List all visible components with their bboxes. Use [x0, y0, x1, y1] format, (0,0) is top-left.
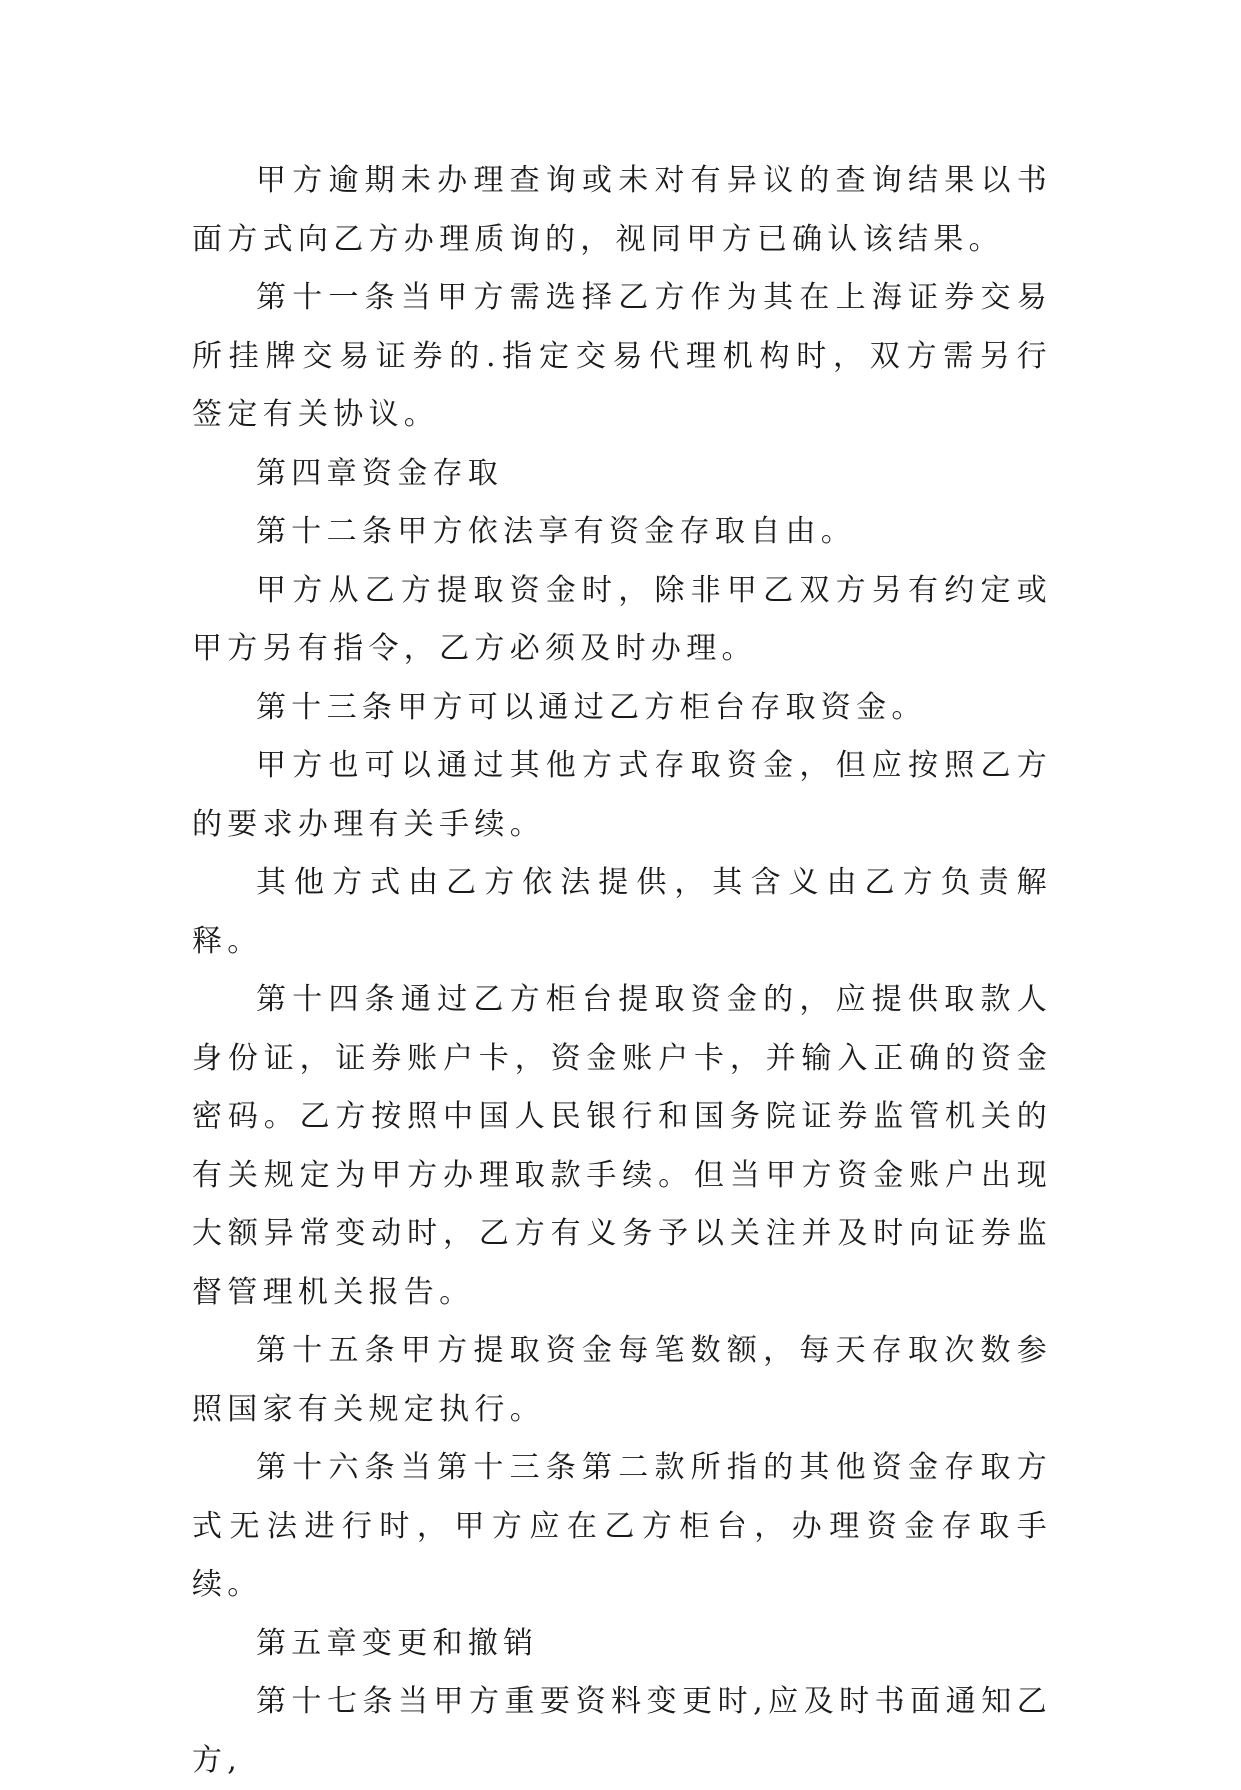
article-16: 第十六条当第十三条第二款所指的其他资金存取方式无法进行时，甲方应在乙方柜台，办理资金存取手续。 [192, 1450, 1052, 1602]
chapter-4-heading: 第四章资金存取 [256, 455, 504, 491]
article-13: 第十三条甲方可以通过乙方柜台存取资金。 [256, 689, 927, 725]
paragraph-other-methods-explained: 其他方式由乙方依法提供，其含义由乙方负责解释。 [192, 865, 1052, 959]
article-11: 第十一条当甲方需选择乙方作为其在上海证券交易所挂牌交易证券的.指定交易代理机构时，双方需另行签定有关协议。 [192, 280, 1052, 432]
article-17: 第十七条当甲方重要资料变更时,应及时书面通知乙方, [192, 1684, 1052, 1778]
article-12: 第十二条甲方依法享有资金存取自由。 [256, 514, 857, 549]
document-body [192, 152, 1052, 1790]
article-14: 第十四条通过乙方柜台提取资金的，应提供取款人身份证，证券账户卡，资金账户卡，并输入正确的资金密码。乙方按照中国人民银行和国务院证券监管机关的有关规定为甲方办理取款手续。但当甲方资金账户出现大额异常变动时，乙方有义务予以关注并及时向证券监督管理机关报告。 [192, 982, 1052, 1310]
chapter-5-heading: 第五章变更和撤销 [256, 1625, 539, 1661]
article-15: 第十五条甲方提取资金每笔数额，每天存取次数参照国家有关规定执行。 [192, 1333, 1052, 1427]
paragraph-other-methods: 甲方也可以通过其他方式存取资金，但应按照乙方的要求办理有关手续。 [192, 748, 1052, 842]
paragraph-inquiry-deadline: 甲方逾期未办理查询或未对有异议的查询结果以书面方式向乙方办理质询的，视同甲方已确认该结果。 [192, 163, 1052, 257]
paragraph-withdrawal: 甲方从乙方提取资金时，除非甲乙双方另有约定或甲方另有指令，乙方必须及时办理。 [192, 572, 1052, 666]
